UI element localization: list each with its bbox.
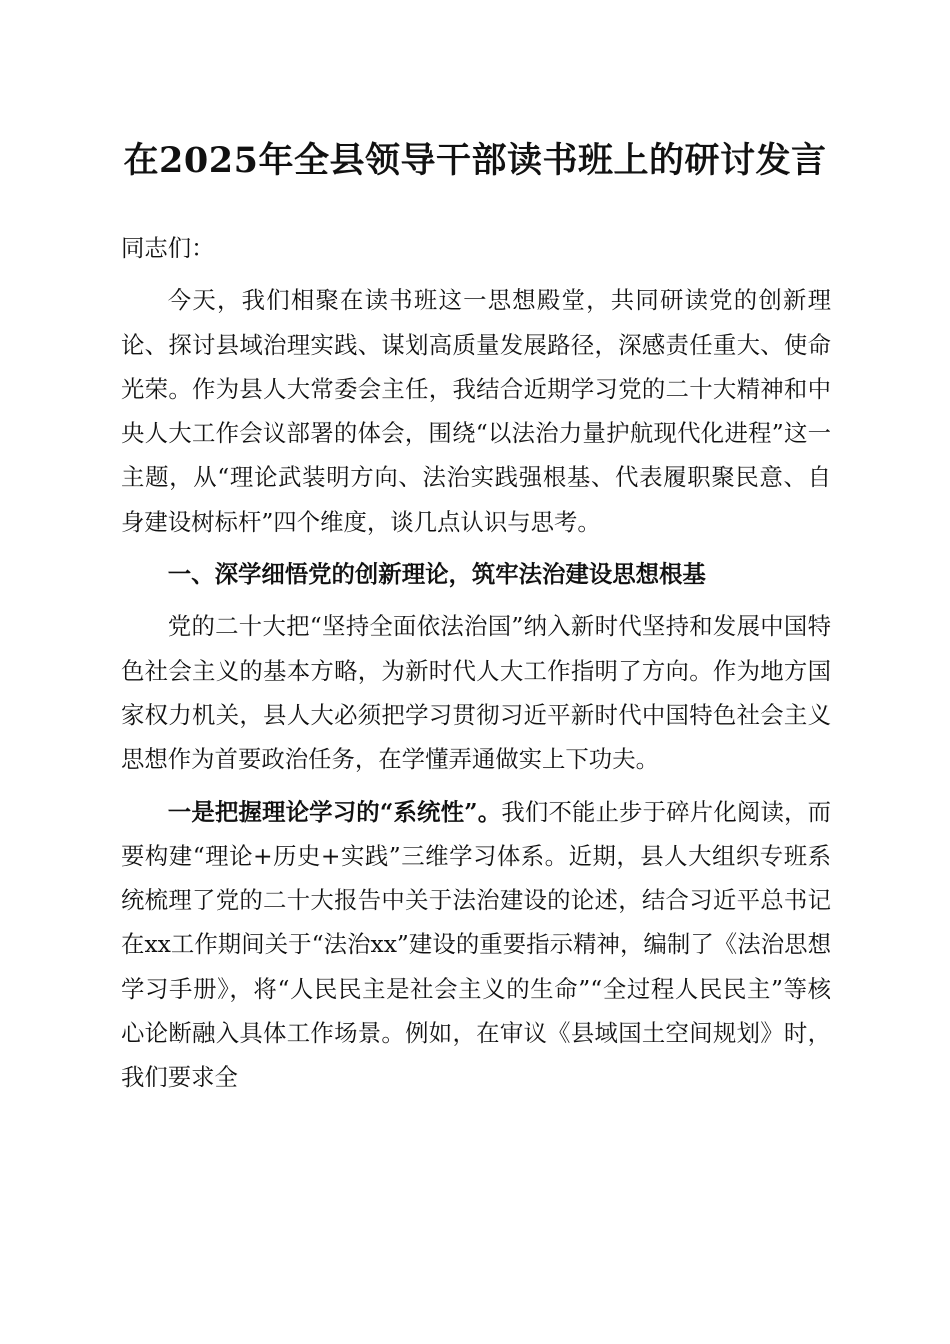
point-1-lead: 一是把握理论学习的“系统性”。 xyxy=(167,797,502,826)
section-1-paragraph: 党的二十大把“坚持全面依法治国”纳入新时代坚持和发展中国特色社会主义的基本方略，为新时代人大工作指明了方向。作为地方国家权力机关，县人大必须把学习贯彻习近平新时代中国特色社会主义思想作为首要政治任务，在学懂弄通做实上下功夫。 xyxy=(121,612,831,774)
paragraph-gap xyxy=(121,596,831,604)
point-1-paragraph xyxy=(121,790,831,1100)
point-1-text: 我们不能止步于碎片化阅读，而要构建“理论+历史+实践”三维学习体系。近期，县人大组织专班系统梳理了党的二十大报告中关于法治建设的论述，结合习近平总书记在xx工作期间关于“法治xx”建设的重要指示精神，编制了《法治思想学习手册》，将“人民民主是社会主义的生命”“全过程人民民主”等核心论断融入具体工作场景。例如，在审议《县域国土空间规划》时，我们要求全 xyxy=(121,797,831,1092)
document-title: 在2025年全县领导干部读书班上的研讨发言 xyxy=(123,140,827,181)
section-heading-1: 一、深学细悟党的创新理论，筑牢法治建设思想根基 xyxy=(167,560,706,589)
intro-paragraph: 今天，我们相聚在读书班这一思想殿堂，共同研读党的创新理论、探讨县域治理实践、谋划高质量发展路径，深感责任重大、使命光荣。作为县人大常委会主任，我结合近期学习党的二十大精神和中央人大工作会议部署的体会，围绕“以法治力量护航现代化进程”这一主题，从“理论武装明方向、法治实践强根基、代表履职聚民意、自身建设树标杆”四个维度，谈几点认识与思考。 xyxy=(121,286,831,536)
paragraph-gap xyxy=(121,544,831,552)
document-body xyxy=(121,226,831,1100)
paragraph-gap xyxy=(121,782,831,790)
salutation: 同志们： xyxy=(121,234,215,262)
paragraph-gap xyxy=(121,270,831,278)
